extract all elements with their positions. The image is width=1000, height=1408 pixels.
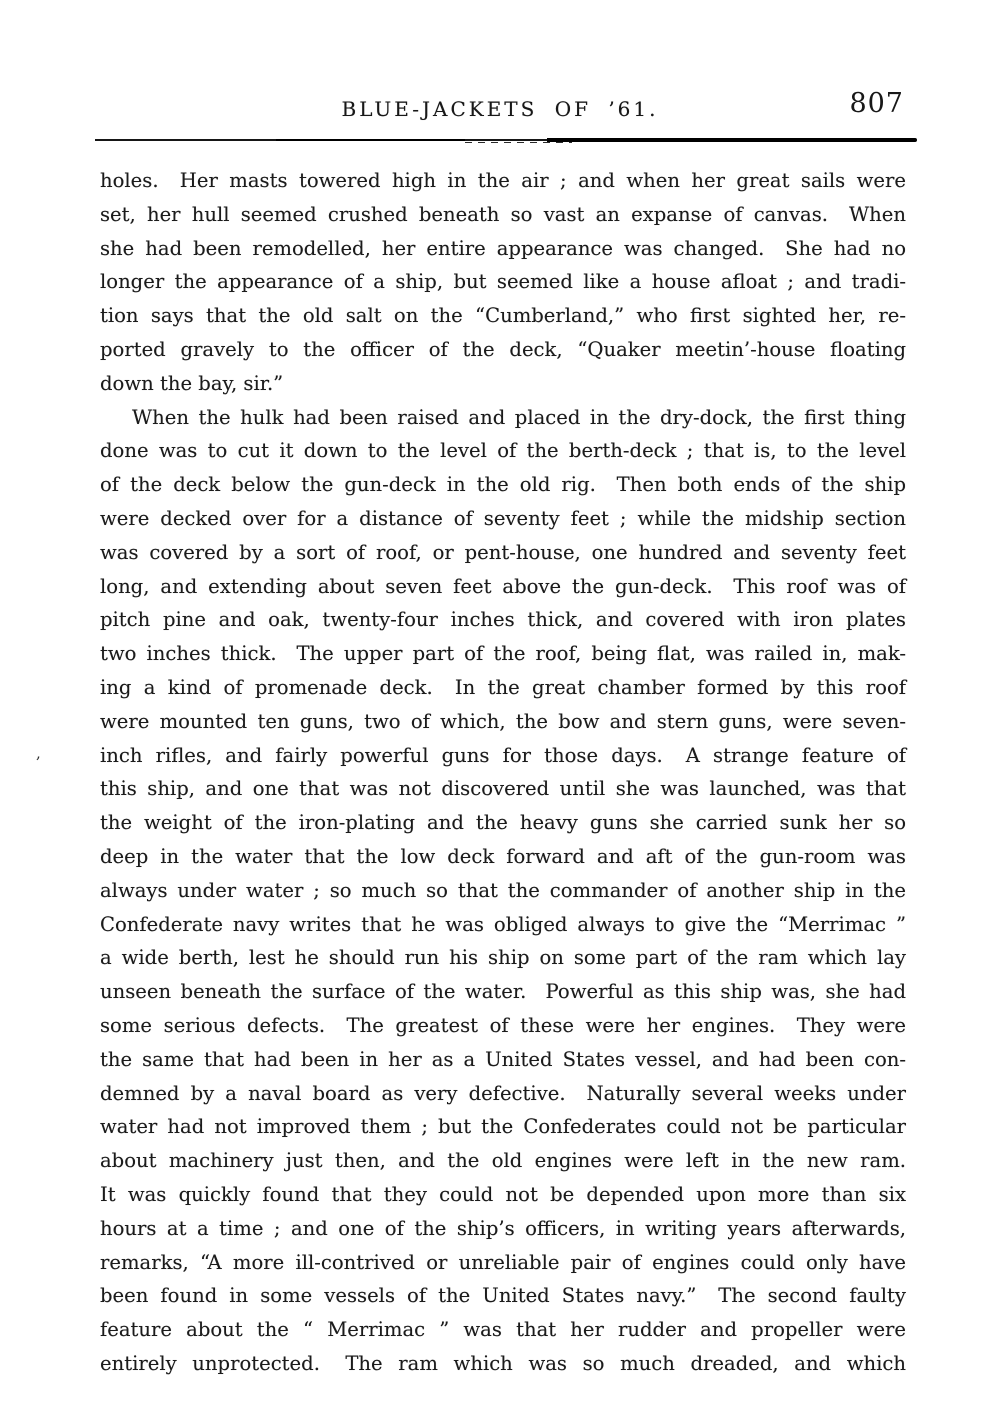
text-line: pitch pine and oak, twenty-four inches thick, and covered with iron plates [100, 608, 906, 632]
margin-speck: , [36, 744, 41, 762]
text-line: the same that had been in her as a United States vessel, and had been con- [100, 1047, 906, 1071]
text-line: the weight of the iron-plating and the heavy guns she carried sunk her so [100, 811, 906, 835]
text-line: hours at a time ; and one of the ship’s officers, in writing years afterwards, [100, 1216, 906, 1240]
text-line: holes. Her masts towered high in the air ; and when her great sails were [100, 169, 906, 192]
text-line: long, and extending about seven feet above the gun-deck. This roof was of [100, 574, 906, 598]
text-line: ported gravely to the officer of the deck, “Quaker meetin’-house floating [100, 337, 906, 361]
text-line: she had been remodelled, her entire appearance was changed. She had no [100, 236, 906, 260]
text-line: When the hulk had been raised and placed in the dry-dock, the first thing [132, 405, 906, 429]
text-line: some serious defects. The greatest of these were her engines. They were [100, 1013, 906, 1037]
text-line: were decked over for a distance of seventy feet ; while the midship section [100, 506, 906, 530]
text-line: this ship, and one that was not discovered until she was launched, was that [100, 777, 906, 801]
text-line: remarks, “A more ill-contrived or unreliable pair of engines could only have [100, 1250, 906, 1274]
text-line: been found in some vessels of the United States navy.” The second faulty [100, 1284, 906, 1308]
text-line: tion says that the old salt on the “Cumberland,” who first sighted her, re- [100, 304, 906, 328]
text-line: done was to cut it down to the level of the berth-deck ; that is, to the level [100, 439, 906, 463]
text-line: of the deck below the gun-deck in the old rig. Then both ends of the ship [100, 473, 906, 497]
text-line: inch rifles, and fairly powerful guns for those days. A strange feature of [100, 743, 906, 767]
text-line: ing a kind of promenade deck. In the great chamber formed by this roof [100, 675, 906, 699]
text-line: Confederate navy writes that he was obliged always to give the “Merrimac ” [100, 912, 906, 936]
page-number: 807 [849, 88, 904, 119]
running-header-title: BLUE-JACKETS OF ’61. [341, 97, 659, 121]
header-rule-segment [276, 139, 465, 142]
text-line: entirely unprotected. The ram which was so much dreaded, and which [100, 1351, 906, 1375]
header-rule-segment [547, 138, 917, 142]
text-line: set, her hull seemed crushed beneath so vast an expanse of canvas. When [100, 202, 906, 226]
text-line: always under water ; so much so that the commander of another ship in the [100, 878, 906, 902]
text-line: feature about the “ Merrimac ” was that her rudder and propeller were [100, 1318, 906, 1342]
header-rule-dashes [465, 142, 572, 144]
text-line: It was quickly found that they could not be depended upon more than six [100, 1182, 906, 1206]
text-line: two inches thick. The upper part of the roof, being flat, was railed in, mak- [100, 642, 906, 666]
text-line: a wide berth, lest he should run his ship on some part of the ram which lay [100, 946, 906, 970]
page-body [100, 164, 906, 1381]
text-line: unseen beneath the surface of the water. Powerful as this ship was, she had [100, 980, 906, 1004]
text-line: were mounted ten guns, two of which, the bow and stern guns, were seven- [100, 709, 906, 733]
text-line: was covered by a sort of roof, or pent-house, one hundred and seventy feet [100, 540, 906, 564]
text-line: longer the appearance of a ship, but seemed like a house afloat ; and tradi- [100, 270, 906, 294]
text-line: deep in the water that the low deck forward and aft of the gun-room was [100, 844, 906, 868]
header-rule [95, 137, 917, 144]
text-line: water had not improved them ; but the Confederates could not be particular [100, 1115, 906, 1139]
text-line: about machinery just then, and the old engines were left in the new ram. [100, 1149, 906, 1173]
text-line: demned by a naval board as very defective. Naturally several weeks under [100, 1081, 906, 1105]
text-line: down the bay, sir.” [100, 371, 284, 395]
